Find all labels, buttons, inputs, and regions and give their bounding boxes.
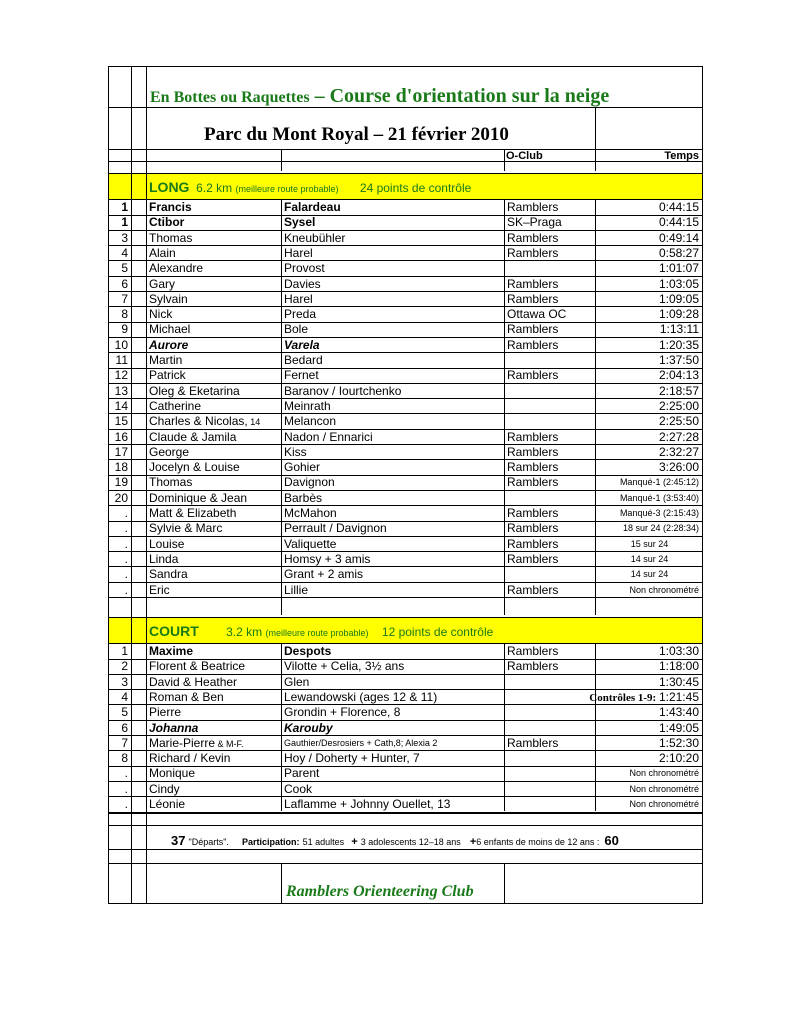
long-time: 1:37:50 [658,353,699,367]
summary-line [171,833,619,850]
court-last-name: Laflamme + Johnny Ouellet, 13 [284,797,451,811]
court-rank: . [124,781,128,796]
grid-hline [109,643,702,644]
court-time: 1:49:05 [658,720,699,735]
long-rank: 16 [114,429,128,444]
long-time: 14 sur 24 [630,569,669,580]
long-controls: 24 points de contrôle [359,181,472,195]
court-last-name: Karouby [284,720,333,735]
long-first-name: Eric [149,582,170,597]
long-last-name: Harel [284,245,313,260]
court-route-note: (meilleure route probable) [265,628,369,638]
long-last-name: Gohier [284,460,321,475]
long-section-header [149,180,471,197]
court-rank: 5 [121,705,128,720]
long-club: Ramblers [507,230,559,245]
long-last-name: Bedard [284,353,323,367]
long-time: 2:27:28 [658,429,699,444]
court-time: 1:30:45 [658,674,699,689]
long-time: 15 sur 24 [630,538,669,549]
long-rank: 19 [114,475,128,490]
long-first-name: Sylvie & Marc [149,521,223,536]
grid-hline [109,161,702,162]
long-last-name: McMahon [284,506,337,520]
court-label: COURT [149,623,199,639]
court-first-name: Léonie [149,797,186,811]
long-last-name: Baranov / Iourtchenko [284,383,402,398]
long-rank: . [124,551,128,566]
long-first-name: Michael [149,322,191,337]
court-first-name: Florent & Beatrice [149,659,246,674]
court-rank: 7 [121,735,128,750]
court-last-name: Hoy / Doherty + Hunter, 7 [284,751,420,766]
long-last-name: Barbès [284,490,323,505]
long-first-name: Catherine [149,398,202,413]
court-first-name-extra: & M-F. [215,738,244,749]
long-rank: 15 [114,414,128,429]
court-controls: 12 points de contrôle [381,625,494,639]
long-club: Ottawa OC [507,307,567,322]
long-rank: . [124,582,128,597]
summary-total: 60 [604,833,619,848]
header-club: O-Club [506,150,543,162]
long-rank: 5 [121,261,128,276]
long-club: Ramblers [507,475,559,490]
long-club: Ramblers [507,506,559,520]
long-first-name: Claude & Jamila [149,429,237,444]
long-last-name: Kneubühler [284,230,346,245]
long-club: Ramblers [507,368,559,383]
summary-starts: 37 [171,833,186,848]
long-time: 14 sur 24 [630,553,669,564]
grid-vline [504,643,505,811]
summary-kids: 6 enfants de moins de 12 ans : [476,837,600,847]
long-rank: 14 [114,398,128,413]
long-first-name: Thomas [149,475,193,490]
grid-hline [109,849,702,850]
long-club: Ramblers [507,536,559,551]
long-row-line [109,597,702,598]
summary-participation-label: Participation: [242,837,300,847]
court-section-header [149,624,493,641]
title-prefix: En Bottes ou Raquettes [150,89,310,106]
long-club: Ramblers [507,322,559,337]
long-time: 1:09:05 [658,291,699,306]
court-time: 1:43:40 [658,705,699,720]
long-last-name: Provost [284,261,325,276]
court-rank: 1 [121,644,128,658]
court-club: Ramblers [507,644,559,658]
long-rank: 7 [121,291,128,306]
court-rank: . [124,766,128,781]
court-last-name: Grondin + Florence, 8 [284,705,401,720]
long-row-line [109,215,702,216]
long-last-name: Valiquette [284,536,337,551]
long-time: 0:58:27 [658,245,699,260]
long-first-name: Oleg & Eketarina [149,383,240,398]
court-time: 1:52:30 [658,735,699,750]
long-first-name: Alain [149,245,176,260]
long-first-name: Charles & Nicolas, 14 [149,414,261,429]
long-first-name: Sylvain [149,291,188,306]
long-time: 2:18:57 [658,383,699,398]
long-rank: 1 [121,200,128,214]
court-club: Ramblers [507,659,559,674]
long-time: 0:44:15 [658,215,699,230]
long-row-line [109,352,702,353]
court-time: 1:03:30 [658,644,699,658]
long-rank: . [124,536,128,551]
long-last-name: Lillie [284,582,309,597]
long-club: Ramblers [507,521,559,536]
long-time: 2:04:13 [658,368,699,383]
grid-vline [504,149,505,171]
court-rank: 3 [121,674,128,689]
summary-starts-label: "Départs". [188,837,229,847]
long-first-name: Alexandre [149,261,204,276]
court-last-name: Despots [284,644,332,658]
long-last-name: Perrault / Davignon [284,521,387,536]
long-time: 18 sur 24 (2:28:34) [622,523,699,534]
grid-hline [109,173,702,174]
long-first-name: Dominique & Jean [149,490,248,505]
court-last-name: Parent [284,766,320,781]
summary-plus-2: + [469,836,477,848]
long-first-name: Nick [149,307,173,322]
header-time: Temps [664,150,699,162]
grid-hline [109,107,702,108]
long-rank: 4 [121,245,128,260]
long-rank: 18 [114,460,128,475]
court-time-prefix: Contrôles 1-9: [589,691,659,704]
court-time: 2:10:20 [658,751,699,766]
long-last-name: Homsy + 3 amis [284,551,371,566]
long-last-name: Davignon [284,475,335,490]
grid-vline [504,863,505,903]
long-last-name: Varela [284,337,320,352]
long-rank: . [124,506,128,520]
court-time: Non chronométré [629,799,699,809]
long-row-line [109,291,702,292]
grid-vline [281,199,282,615]
long-time: Manqué-3 (2:15:43) [619,508,699,518]
long-first-name: Ctibor [149,215,185,230]
court-time: Non chronométré [629,783,699,794]
grid-vline [595,643,596,811]
long-first-name: Linda [149,551,179,566]
long-first-name: Sandra [149,567,188,582]
long-first-name: Aurore [149,337,189,352]
grid-vline [281,149,282,171]
long-time: Manqué-1 (3:53:40) [619,492,699,503]
court-first-name: Roman & Ben [149,689,224,704]
long-rank: . [124,521,128,536]
long-rank: 11 [115,353,128,367]
court-last-name: Gauthier/Desrosiers + Cath,8; Alexia 2 [284,737,438,748]
court-first-name: David & Heather [149,674,238,689]
long-club: Ramblers [507,337,559,352]
long-club: Ramblers [507,460,559,475]
court-first-name: Maxime [149,644,194,658]
court-last-name: Cook [284,781,313,796]
summary-adults: 51 adultes [302,837,345,847]
long-time: 1:09:28 [658,307,699,322]
long-row-line [109,322,702,323]
long-time: 0:49:14 [658,230,699,245]
long-club: Ramblers [507,429,559,444]
grid-vline [146,67,147,903]
long-first-name: Louise [149,536,185,551]
long-last-name: Kiss [284,444,307,459]
long-club: Ramblers [507,245,559,260]
long-row-line [109,245,702,246]
long-last-name: Nadon / Ennarici [284,429,373,444]
long-time: 0:44:15 [658,200,699,214]
long-club: Ramblers [507,291,559,306]
court-rank: 4 [121,689,128,704]
court-first-name: Marie-Pierre & M-F. [149,735,244,750]
long-rank: 12 [114,368,128,383]
long-first-name: Patrick [149,368,186,383]
court-club: Ramblers [507,735,559,750]
court-first-name: Pierre [149,705,182,720]
court-rank: . [124,797,128,811]
long-last-name: Fernet [284,368,319,383]
long-time: 3:26:00 [658,460,699,475]
long-last-name: Harel [284,291,313,306]
long-rank: 1 [121,215,128,230]
title-main: Course d'orientation sur la neige [329,85,610,107]
court-time: 1:18:00 [658,659,699,674]
court-rank: 2 [121,659,128,674]
court-time: Non chronométré [629,768,699,779]
summary-teens: 3 adolescents 12–18 ans [360,837,461,847]
long-distance: 6.2 km [196,181,233,195]
court-first-name: Monique [149,766,196,781]
court-rank: 8 [121,751,128,766]
long-first-name-extra: 14 [247,417,261,428]
grid-hline [109,825,702,826]
long-club: Ramblers [507,582,559,597]
court-last-name: Glen [284,674,310,689]
long-club: Ramblers [507,444,559,459]
long-time: 1:03:05 [658,276,699,291]
long-rank: 17 [114,444,128,459]
long-last-name: Melancon [284,414,337,429]
long-time: 2:32:27 [658,444,699,459]
grid-hline [109,617,702,618]
grid-hline [109,149,702,150]
long-club: SK–Praga [507,215,562,230]
results-sheet [108,66,703,904]
long-last-name: Meinrath [284,398,331,413]
long-first-name: Martin [149,353,183,367]
long-first-name: Gary [149,276,176,291]
long-first-name: Thomas [149,230,193,245]
long-first-name: George [149,444,190,459]
long-club: Ramblers [507,551,559,566]
title-dash: – [309,85,330,107]
court-last-name: Vilotte + Celia, 3½ ans [284,659,405,674]
page-subtitle: Parc du Mont Royal – 21 février 2010 [204,124,509,145]
long-last-name: Bole [284,322,309,337]
long-rank: 6 [121,276,128,291]
summary-plus-1: + [351,836,358,848]
long-row-line [109,306,702,307]
grid-vline [281,643,282,811]
long-time: 1:01:07 [658,261,699,276]
long-row-line [109,368,702,369]
long-last-name: Grant + 2 amis [284,567,364,582]
court-last-name: Lewandowski (ages 12 & 11) [284,689,438,704]
long-first-name: Matt & Elizabeth [149,506,237,520]
long-first-name: Francis [149,200,192,214]
long-last-name: Preda [284,307,317,322]
long-rank: 8 [121,307,128,322]
grid-hline [109,863,702,864]
footer-club: Ramblers Orienteering Club [286,883,474,900]
court-row-line [109,781,702,782]
court-first-name: Johanna [149,720,199,735]
long-rank: 9 [121,322,128,337]
long-time: 2:25:00 [658,398,699,413]
court-rank: 6 [121,720,128,735]
long-time: 1:20:35 [658,337,699,352]
long-row-line [109,337,702,338]
grid-hline [109,199,702,200]
long-first-name: Jocelyn & Louise [149,460,240,475]
long-route-note: (meilleure route probable) [235,184,339,194]
long-time: 1:13:11 [659,322,699,337]
long-last-name: Falardeau [284,200,341,214]
grid-vline [131,67,132,903]
long-club: Ramblers [507,200,559,214]
grid-hline [109,813,702,814]
long-rank: . [124,567,128,582]
court-first-name: Richard / Kevin [149,751,231,766]
court-first-name: Cindy [149,781,180,796]
long-rank: 20 [114,490,128,505]
long-row-line [109,230,702,231]
long-club: Ramblers [507,276,559,291]
long-time: Non chronométré [629,584,699,595]
long-rank: 10 [114,337,128,352]
long-rank: 13 [114,383,128,398]
court-distance: 3.2 km [226,625,263,639]
long-last-name: Sysel [284,215,316,230]
long-rank: 3 [121,230,128,245]
grid-vline [504,199,505,615]
long-last-name: Davies [284,276,321,291]
court-time: Contrôles 1-9: 1:21:45 [589,689,699,704]
grid-vline [281,863,282,903]
long-time: Manqué-1 (2:45:12) [619,477,699,488]
long-label: LONG [149,179,190,195]
long-time: 2:25:50 [658,414,699,429]
